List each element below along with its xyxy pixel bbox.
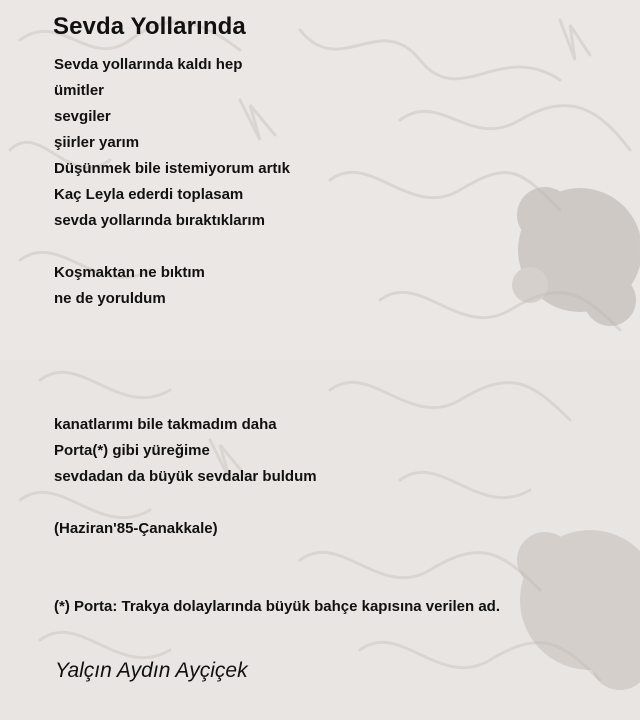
poem-line: Porta(*) gibi yüreğime [54, 442, 210, 459]
poem-line: sevdadan da büyük sevdalar buldum [54, 468, 317, 485]
poem-title: Sevda Yollarında [53, 13, 246, 40]
poem-line: ne de yoruldum [54, 290, 166, 307]
poem-line: ümitler [54, 82, 105, 99]
poem-author: Yalçın Aydın Ayçiçek [55, 659, 248, 682]
poem-line: sevda yollarında bıraktıklarım [54, 212, 265, 229]
poem-line: şiirler yarım [54, 134, 140, 151]
poem-line: Düşünmek bile istemiyorum artık [54, 160, 290, 177]
poem-line: Sevda yollarında kaldı hep [54, 56, 243, 73]
poem-date-place: (Haziran'85-Çanakkale) [54, 520, 218, 537]
poem-line: kanatlarımı bile takmadım daha [54, 416, 277, 433]
poem-line: Kaç Leyla ederdi toplasam [54, 186, 244, 203]
poem-footnote: (*) Porta: Trakya dolaylarında büyük bahçe kapısına verilen ad. [54, 598, 500, 615]
poem-line: Koşmaktan ne bıktım [54, 264, 205, 281]
poem-line: sevgiler [54, 108, 111, 125]
